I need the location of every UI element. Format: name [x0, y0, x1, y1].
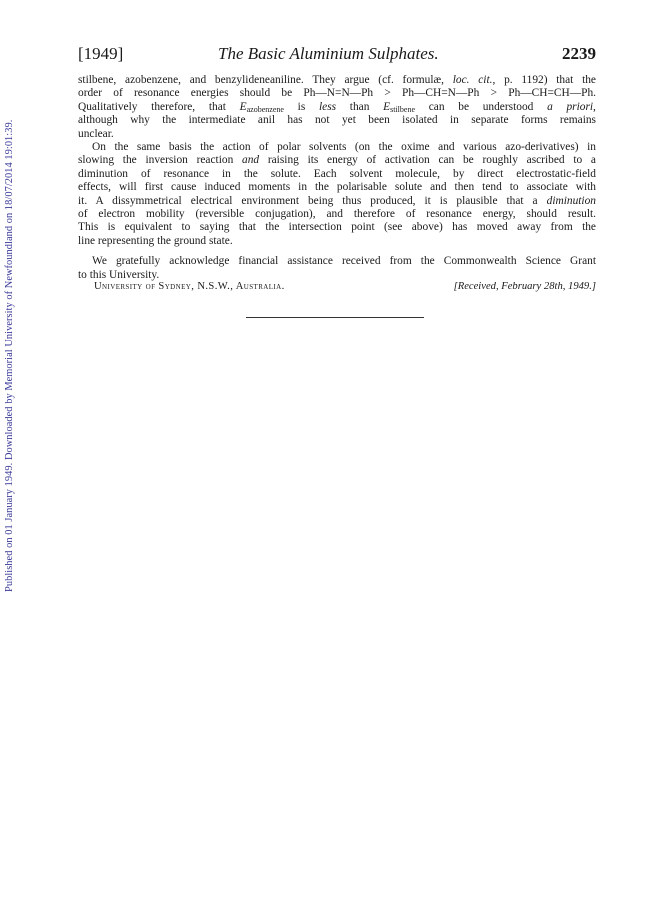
page-header	[78, 44, 596, 66]
para1-line4: although why the intermediate anil has not yet been isolated in separate forms remains	[78, 114, 596, 127]
para3-line1: We gratefully acknowledge financial assistance received from the Commonwealth Science Grant	[92, 255, 596, 268]
institution-address: University of Sydney, N.S.W., Australia.	[94, 281, 285, 292]
para1-line5: unclear.	[78, 127, 114, 140]
header-title: The Basic Aluminium Sulphates.	[218, 44, 439, 63]
para1-line2: order of resonance energies should be Ph—N=N—Ph > Ph—CH=N—Ph > Ph—CH=CH—Ph.	[78, 87, 596, 100]
para2-line1: On the same basis the action of polar solvents (on the oxime and various azo-derivatives) in	[92, 141, 596, 154]
para2-line7: This is equivalent to saying that the intersection point (see above) has moved away from the	[78, 221, 596, 234]
para2-line4: effects, will first cause induced moments in the polarisable solute and then tend to associate with	[78, 181, 596, 194]
article-body	[78, 74, 596, 282]
header-page-number: 2239	[562, 44, 596, 63]
para2-line6: of electron mobility (reversible conjugation), and therefore of resonance energy, should result.	[78, 208, 596, 221]
para1-line3: Qualitatively therefore, that $E_{azobenzene}$ is less than $E_{stilbene}$ can be understood a priori,	[78, 100, 596, 114]
para1-line1: stilbene, azobenzene, and benzylideneaniline. They argue (cf. formulæ, loc. cit., p. 1192) that the	[78, 74, 596, 86]
para2-line3: diminution of resonance in the solute. Each solvent molecule, by direct electrostatic-field	[78, 167, 596, 180]
para3-line2: to this University.	[78, 268, 160, 281]
para2-line2: slowing the inversion reaction and raising its energy of activation can be roughly ascribed to a	[78, 154, 596, 167]
para2-line8: line representing the ground state.	[78, 234, 233, 247]
publication-side-note	[2, 92, 20, 592]
para2-line5: it. A dissymmetrical electrical environment being thus produced, it is plausible that a diminution	[78, 194, 596, 207]
end-rule	[246, 317, 424, 318]
header-year: [1949]	[78, 44, 124, 63]
received-date: [Received, February 28th, 1949.]	[453, 281, 596, 292]
side-note-text: Published on 01 January 1949. Downloaded by Memorial University of Newfoundland on 18/07/2014 19:01:39.	[4, 119, 15, 592]
